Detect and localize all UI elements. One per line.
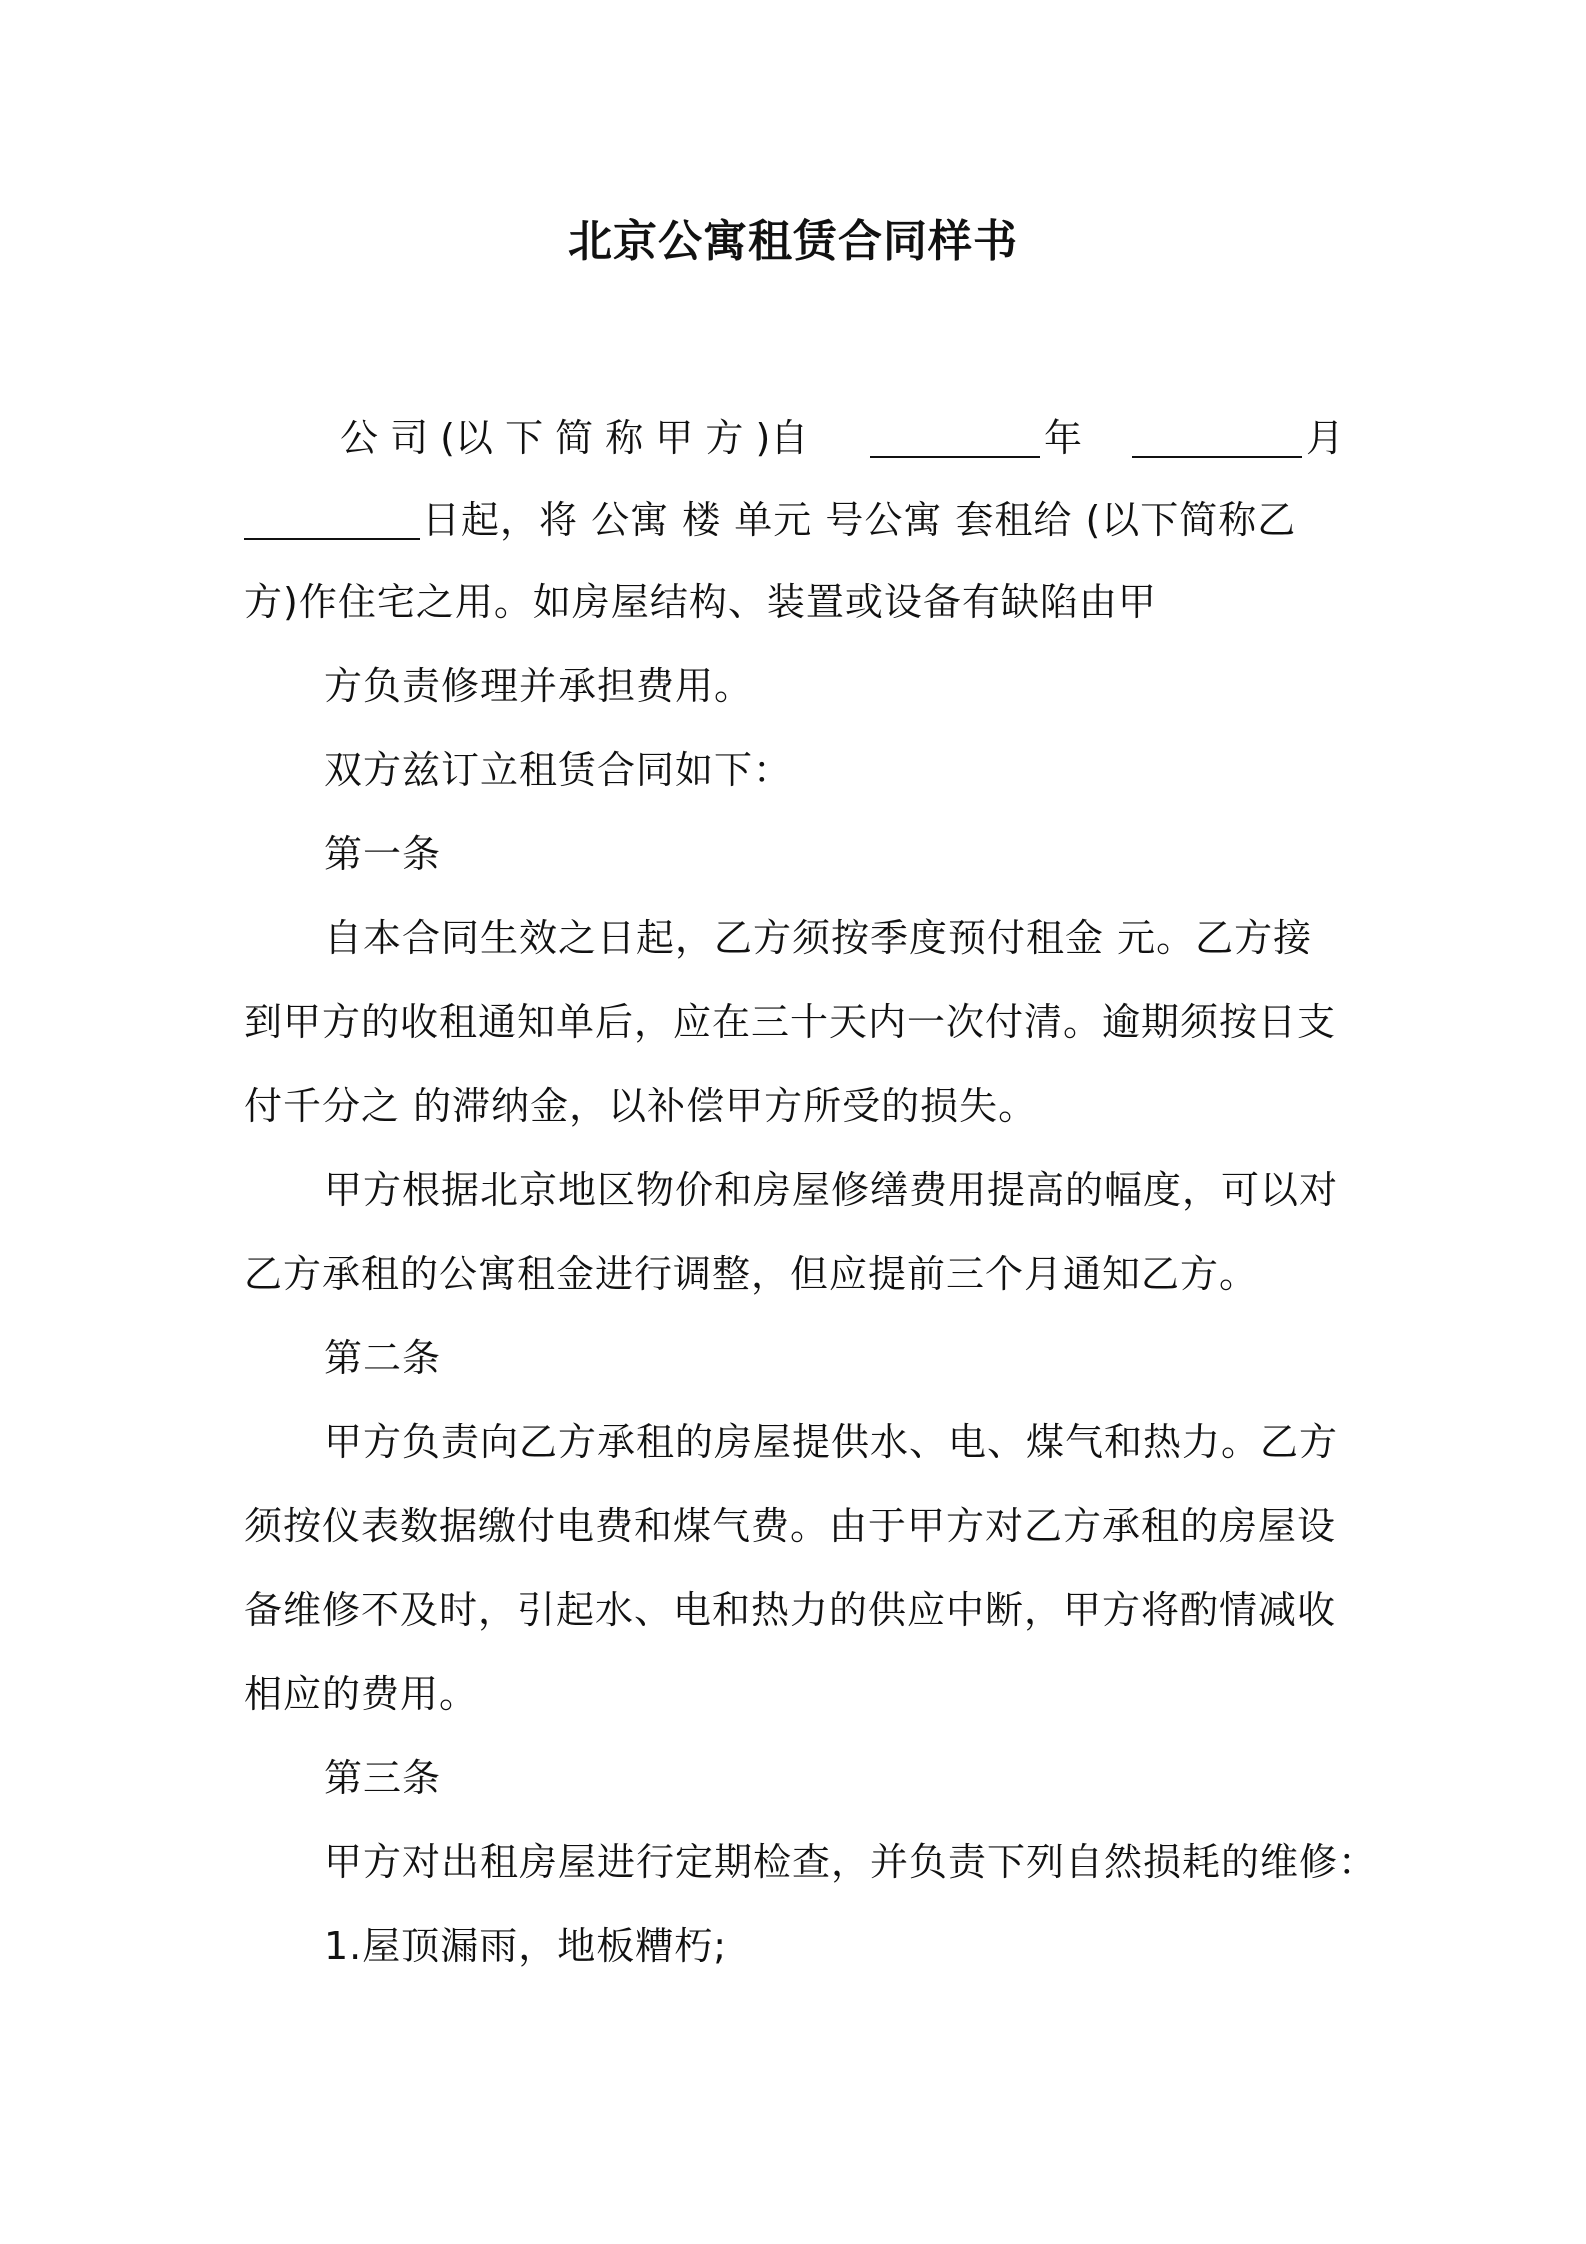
- article-3-heading: 第三条: [324, 1756, 442, 1800]
- article-2-line1: 甲方负责向乙方承租的房屋提供水、电、煤气和热力。乙方: [324, 1420, 1339, 1464]
- month-suffix: 月: [1306, 416, 1345, 460]
- article-1-para1-line3: 付千分之 的滞纳金，以补偿甲方所受的损失。: [244, 1084, 1038, 1128]
- article-1-para1-line1: 自本合同生效之日起，乙方须按季度预付租金 元。乙方接: [324, 916, 1313, 960]
- month-blank: [1132, 412, 1302, 458]
- article-3-item1: 1.屋顶漏雨，地板糟朽;: [324, 1924, 728, 1968]
- article-2-line3: 备维修不及时，引起水、电和热力的供应中断，甲方将酌情减收: [244, 1588, 1337, 1632]
- article-2-line4: 相应的费用。: [244, 1672, 479, 1716]
- intro-text: 双方兹订立租赁合同如下：: [324, 748, 793, 792]
- article-1-heading: 第一条: [324, 832, 442, 876]
- opening-line-1: [340, 412, 1350, 464]
- day-suffix: 日起，将 公寓 楼 单元 号公寓 套租给 (以下简称乙: [422, 498, 1297, 542]
- document-title: 北京公寓租赁合同样书: [568, 216, 1018, 267]
- year-blank: [870, 412, 1040, 458]
- year-suffix: 年: [1044, 416, 1083, 460]
- company-label: 公 司 (以 下 简 称 甲 方 )自: [340, 416, 809, 460]
- opening-line-3: 方)作住宅之用。如房屋结构、装置或设备有缺陷由甲: [244, 580, 1157, 624]
- article-1-para2-line2: 乙方承租的公寓租金进行调整，但应提前三个月通知乙方。: [244, 1252, 1259, 1296]
- article-2-line2: 须按仪表数据缴付电费和煤气费。由于甲方对乙方承租的房屋设: [244, 1504, 1337, 1548]
- day-blank: [244, 494, 420, 540]
- article-1-para1-line2: 到甲方的收租通知单后，应在三十天内一次付清。逾期须按日支: [244, 1000, 1337, 1044]
- opening-line-4: 方负责修理并承担费用。: [324, 664, 754, 708]
- opening-line-2: [244, 494, 1350, 546]
- article-1-para2-line1: 甲方根据北京地区物价和房屋修缮费用提高的幅度，可以对: [324, 1168, 1339, 1212]
- article-2-heading: 第二条: [324, 1336, 442, 1380]
- article-3-line1: 甲方对出租房屋进行定期检查，并负责下列自然损耗的维修：: [324, 1840, 1378, 1884]
